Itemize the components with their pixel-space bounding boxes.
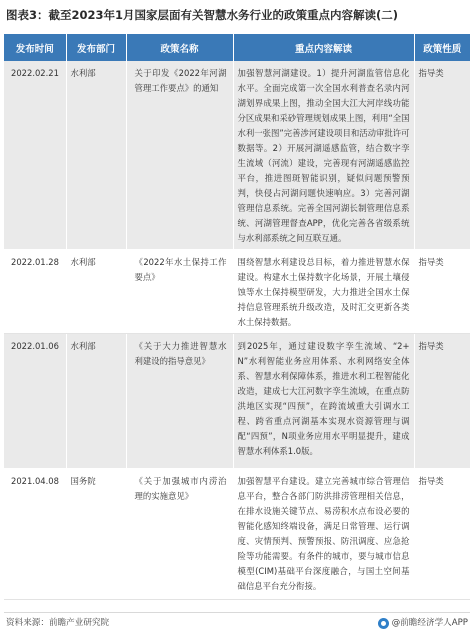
- table-row: [4, 61, 470, 250]
- figure-title: 图表3：截至2023年1月国家层面有关智慧水务行业的政策重点内容解读(二): [6, 8, 399, 22]
- cell-content: 到2025年，通过建设数字孪生流域、“2+N”水利智能业务应用体系、水利网络安全体系、智慧水利保障体系，推进水利工程智能化改造，建成七大江河数字孪生流域，在重点防洪地区实现“四预”，在跨流域重大引调水工程、跨省重点河湖基本实现水资源管理与调配“四预”，N项业务应用水平明显提升，建成智慧水利体系1.0版。: [233, 334, 414, 469]
- cell-date: 2022.01.06: [4, 334, 66, 469]
- cell-department: 国务院: [66, 469, 126, 600]
- cell-policy: 《2022年水土保持工作要点》: [126, 250, 233, 334]
- cell-content: 加强智慧平台建设。建立完善城市综合管理信息平台，整合各部门防洪排涝管理相关信息，在排水设施关键节点、易涝积水点布设必要的智能化感知终端设备，满足日常管理、运行调度、灾情预判、预警预报、防汛调度、应急抢险等功能需要。有条件的城市，要与城市信息模型(CIM)基础平台深度融合，与国土空间基础信息平台充分衔接。: [233, 469, 414, 600]
- header-content: 重点内容解读: [233, 34, 414, 61]
- header-policy: 政策名称: [126, 34, 233, 61]
- source-note: 资料来源：前瞻产业研究院: [6, 618, 110, 628]
- cell-department: 水利部: [66, 250, 126, 334]
- policy-table: [4, 34, 470, 600]
- cell-department: 水利部: [66, 61, 126, 250]
- table-header-row: [4, 34, 470, 61]
- cell-date: 2022.01.28: [4, 250, 66, 334]
- table-row: [4, 469, 470, 600]
- cell-nature: 指导类: [414, 250, 470, 334]
- qianzhan-logo-icon: [378, 618, 389, 629]
- cell-nature: 指导类: [414, 334, 470, 469]
- cell-date: 2021.04.08: [4, 469, 66, 600]
- cell-nature: 指导类: [414, 469, 470, 600]
- header-date: 发布时间: [4, 34, 66, 61]
- table-row: [4, 334, 470, 469]
- figure-footer: [4, 612, 470, 632]
- cell-policy: 《关于加强城市内涝治理的实施意见》: [126, 469, 233, 600]
- cell-content: 加强智慧河湖建设。1）提升河湖监管信息化水平。全面完成第一次全国水利普查名录内河湖划界成果上图，推动全国大江大河岸线功能分区成果和采砂管理规划成果上图，利用“全国水利一张图”完善涉河建设项目和活动审批许可数据等。2）开展河湖遥感监管，结合数字孪生流域（河流）建设，完善现有河湖遥感监控平台，推进图斑智能识别，疑似问题预警预判，快侵占河湖问题快速响应。3）完善河湖管理信息系统。完善全国河湖长制管理信息系统、河湖管理督查APP，优化完善各省级系统与水利部系统之间互联互通。: [233, 61, 414, 250]
- credit-text: @前瞻经济学人APP: [391, 618, 468, 628]
- credit: [378, 613, 468, 633]
- cell-policy: 《关于大力推进智慧水利建设的指导意见》: [126, 334, 233, 469]
- cell-date: 2022.02.21: [4, 61, 66, 250]
- table-row: [4, 250, 470, 334]
- cell-content: 围绕智慧水利建设总目标，着力推进智慧水保建设。构建水土保持数字化场景，开展土壤侵蚀等水土保持模型研发，大力推进全国水土保持信息管理系统升级改造，及时汇交更新各类水土保持数据。: [233, 250, 414, 334]
- header-department: 发布部门: [66, 34, 126, 61]
- cell-nature: 指导类: [414, 61, 470, 250]
- header-nature: 政策性质: [414, 34, 470, 61]
- cell-policy: 关于印发《2022年河湖管理工作要点》的通知: [126, 61, 233, 250]
- cell-department: 水利部: [66, 334, 126, 469]
